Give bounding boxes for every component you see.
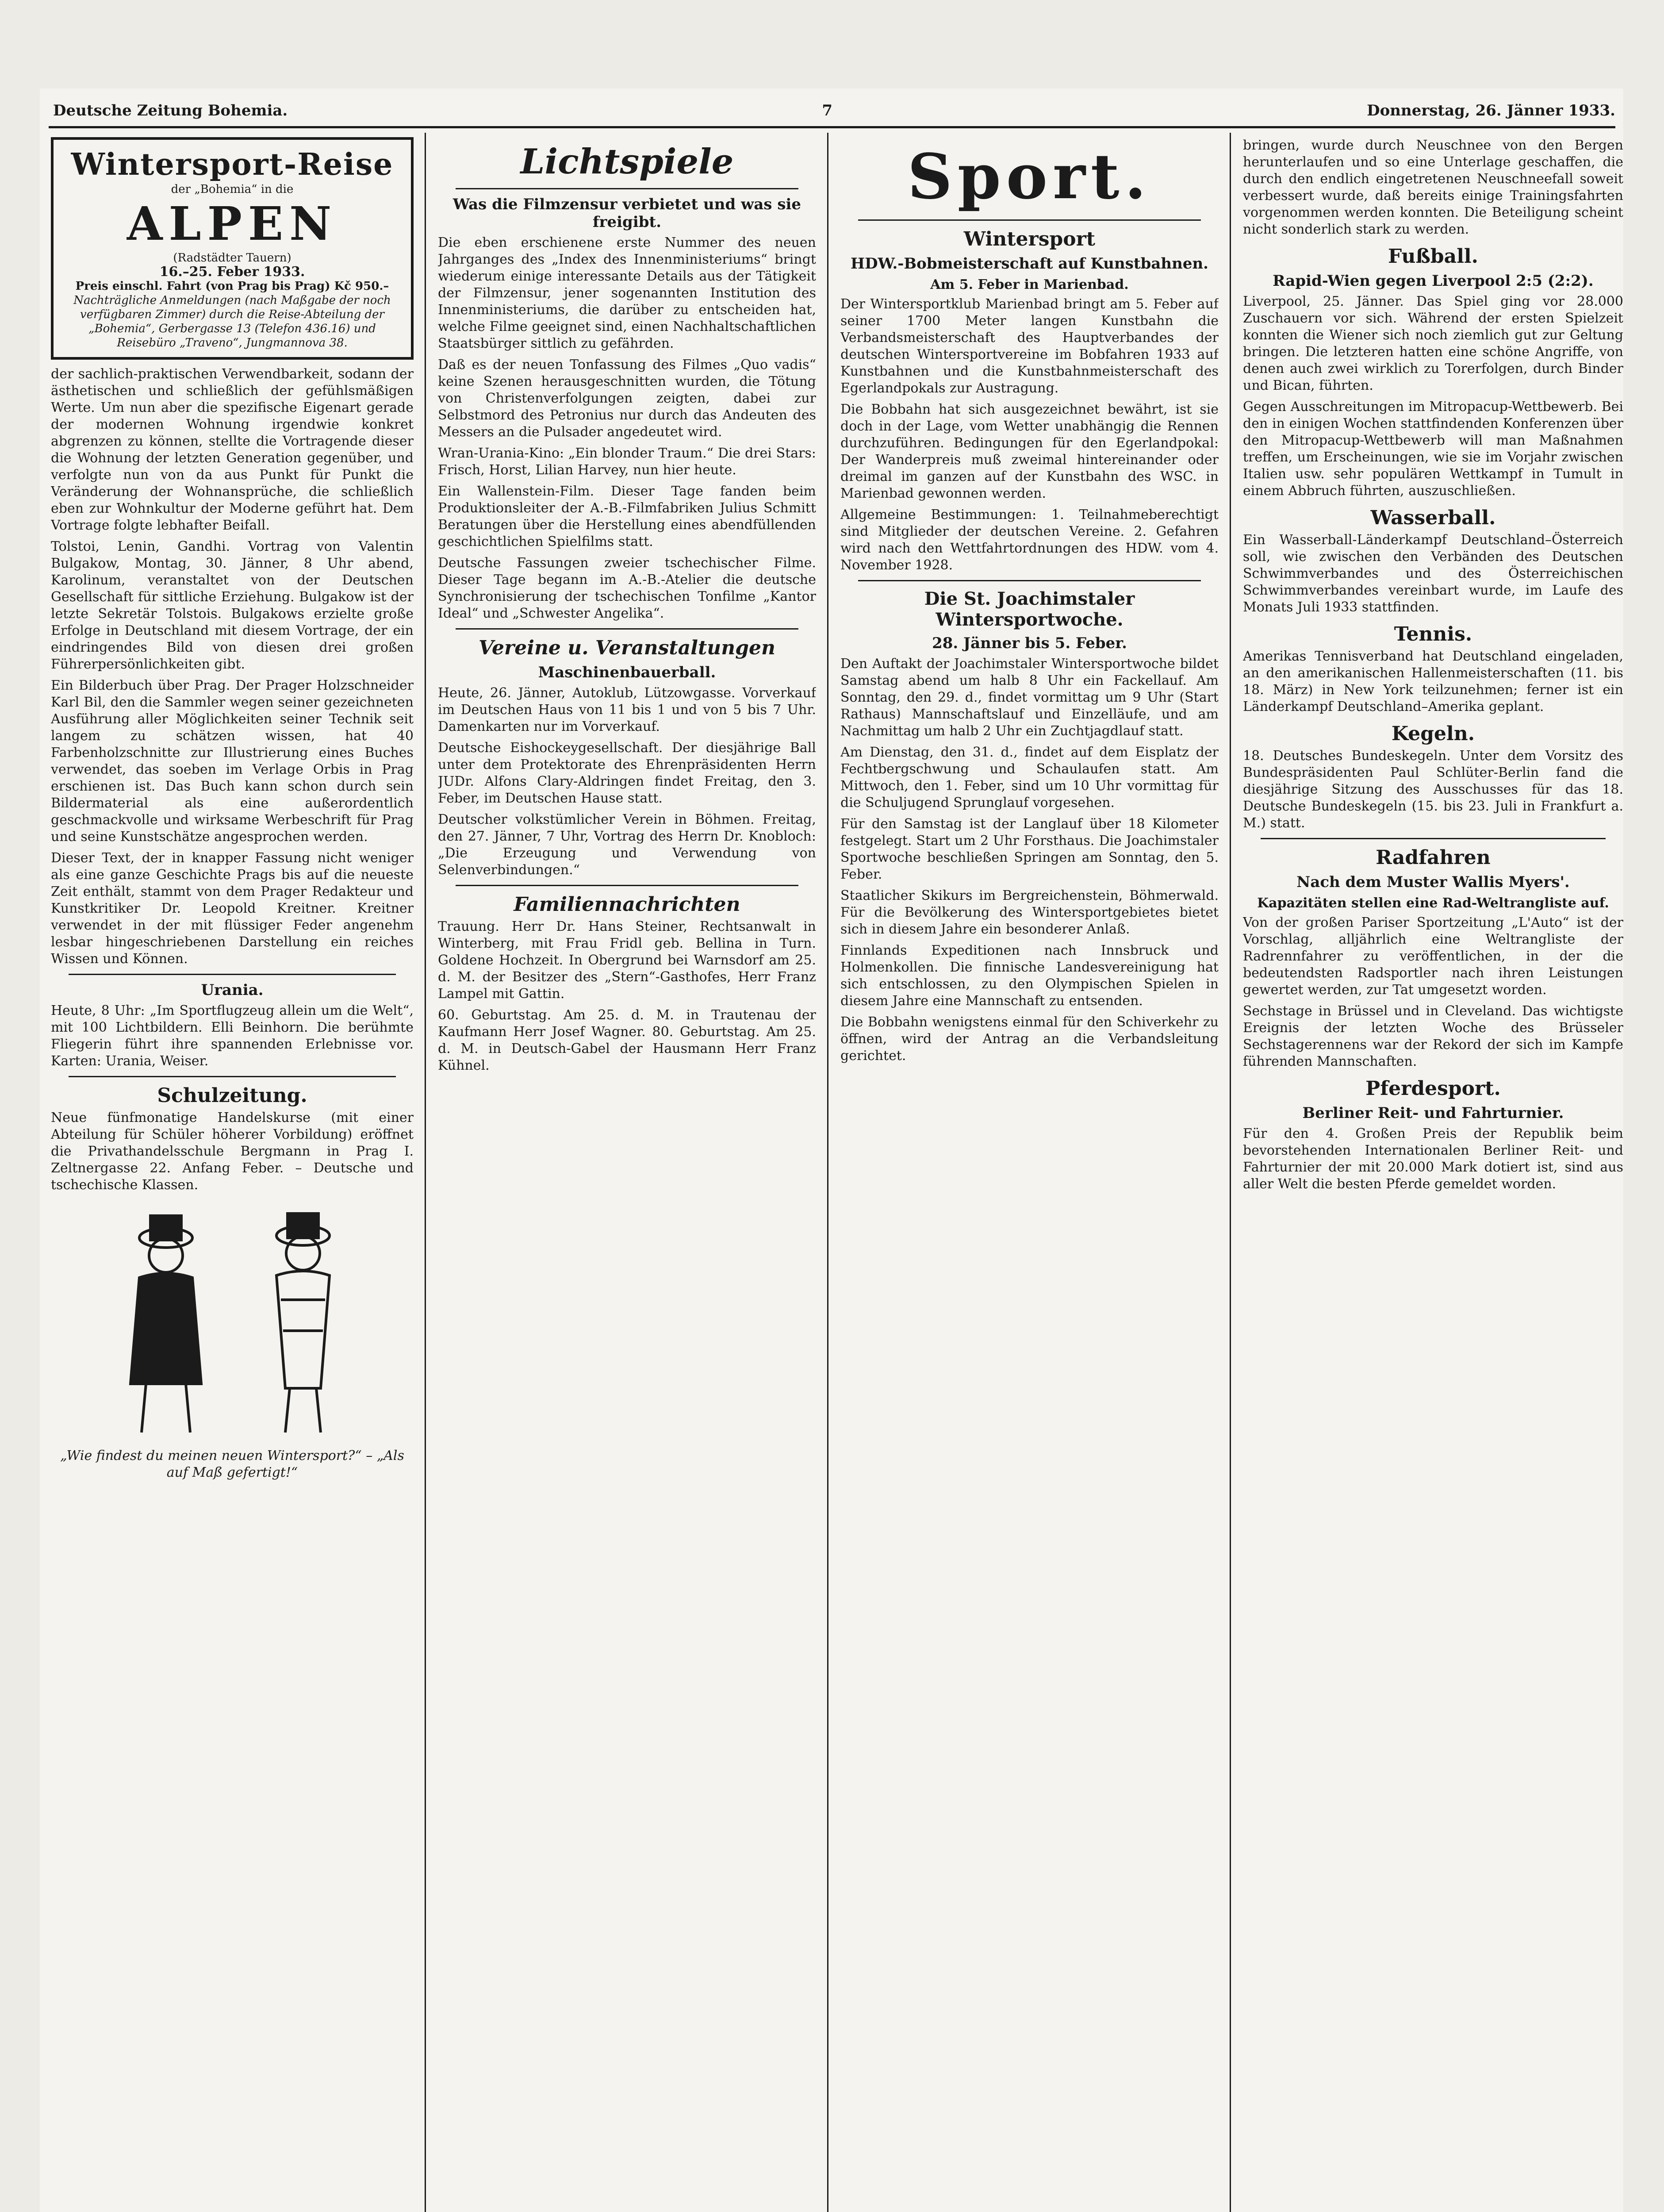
column-divider xyxy=(1230,133,1231,2212)
article-paragraph: Die Bobbahn hat sich ausgezeichnet bewährt, ist sie doch in der Lage, vom Wetter unabhängig die Rennen durchzuführen. Bedingungen für den Egerlandpokal: Der Wanderpreis muß zweimal hintereinander oder dreimal im ganzen auf der Kunstbahn des WSC. in Marienbad gewonnen werden. xyxy=(840,402,1219,501)
section-heading: Fußball. xyxy=(1388,245,1478,268)
article-paragraph: Trauung. Herr Dr. Hans Steiner, Rechtsanwalt in Winterberg, mit Frau Fridl geb. Bellina in Turn. Goldene Hochzeit. In Obergrund bei Warnsdorf am 25. d. M. der Besitzer des „Stern“-Gasthofes, Herr Franz Lampel mit Gattin. xyxy=(438,919,816,1002)
header-rule xyxy=(49,126,1615,128)
article-paragraph: Deutsche Eishockeygesellschaft. Der diesjährige Ball unter dem Protektorate des Ehrenpräsidenten Herrn JUDr. Alfons Clary-Aldringen findet Freitag, den 3. Feber, im Deutschen Hause statt. xyxy=(438,740,816,806)
ad-title: Wintersport-Reise xyxy=(71,147,394,182)
article-paragraph: Den Auftakt der Joachimstaler Wintersportwoche bildet Samstag abend um halb 8 Uhr ein Fackellauf. Am Sonntag, den 29. d., findet vormittag um 9 Uhr (Start Rathaus) Mannschaftslauf und Einzelläufe, und am Nachmittag um halb 2 Uhr ein Zuchtjagdlauf statt. xyxy=(840,656,1219,739)
article-paragraph: Dieser Text, der in knapper Fassung nicht weniger als eine ganze Geschichte Prags bis auf die neueste Zeit enthält, stammt von dem Prager Redakteur und Kunstkritiker Dr. Leopold Kreitner. Kreitner verwendet in der mit flüssiger Feder angenehm lesbar hingeschriebenen Darstellung ein reiches Wissen und Können. xyxy=(51,850,414,967)
article-paragraph: Deutsche Fassungen zweier tschechischer Filme. Dieser Tage begann im A.-B.-Atelier die deutsche Synchronisierung der tschechischen Tonfilme „Kantor Ideal“ und „Schwester Angelika“. xyxy=(438,555,816,621)
article-paragraph: 18. Deutsches Bundeskegeln. Unter dem Vorsitz des Bundespräsidenten Paul Schlüter-Berlin fand die diesjährige Sitzung des Ausschusses für das 18. Deutsche Bundeskegeln (15. bis 23. Juli in Frankfurt a. M.) statt. xyxy=(1243,748,1623,831)
article-headline: Die St. Joachimstaler Wintersportwoche. xyxy=(924,588,1135,630)
article-paragraph: Heute, 8 Uhr: „Im Sportflugzeug allein um die Welt“, mit 100 Lichtbildern. Elli Beinhorn. Die berühmte Fliegerin führt ihre spannenden Erlebnisse vor. Karten: Urania, Weiser. xyxy=(51,1003,414,1069)
article-subheadline: 28. Jänner bis 5. Feber. xyxy=(932,634,1127,652)
cartoon-caption: „Wie findest du meinen neuen Wintersport?“ – „Als auf Maß gefertigt!“ xyxy=(60,1448,404,1480)
article-paragraph: Wran-Urania-Kino: „Ein blonder Traum.“ Die drei Stars: Frisch, Horst, Lilian Harvey, nun hier heute. xyxy=(438,445,816,478)
cartoon-illustration xyxy=(51,1198,414,1446)
section-separator xyxy=(456,885,798,886)
section-heading: Wasserball. xyxy=(1370,507,1496,529)
section-heading: Wintersport xyxy=(963,228,1096,250)
article-headline: Berliner Reit- und Fahrturnier. xyxy=(1302,1104,1564,1122)
article-subheadline: Kapazitäten stellen eine Rad-Weltrangliste auf. xyxy=(1257,895,1609,911)
column-4 xyxy=(1243,137,1623,2212)
article-paragraph: Für den Samstag ist der Langlauf über 18 Kilometer festgelegt. Start um 2 Uhr Forsthaus. Die Joachimstaler Sportwoche beschließen Springen am Sonntag, den 5. Feber. xyxy=(840,816,1219,882)
section-title-lichtspiele: Lichtspiele xyxy=(520,142,734,182)
article-paragraph: Am Dienstag, den 31. d., findet auf dem Eisplatz der Fechtbergschwung und Schaulaufen statt. Am Mittwoch, den 1. Feber, sind um 10 Uhr vormittag für die Schuljugend Sprunglauf vorgesehen. xyxy=(840,745,1219,810)
section-separator xyxy=(1261,838,1606,839)
article-paragraph: Ein Bilderbuch über Prag. Der Prager Holzschneider Karl Bil, den die Sammler wegen seiner gezeichneten Ausführung aller Möglichkeiten seiner Technik seit langem zu schätzen wissen, hat 40 Farbenholzschnitte zur Illustrierung eines Buches verwendet, das soeben im Verlage Orbis in Prag erschienen ist. Das Buch kann schon durch sein Bildermaterial als eine außerordentlich geschmackvolle und wirksame Werbeschrift für Prag und seine Kunstschätze angesprochen werden. xyxy=(51,678,414,845)
article-paragraph: Sechstage in Brüssel und in Cleveland. Das wichtigste Ereignis der letzten Woche des Brüsseler Sechstagerennens war der Rekord der sich im Kampfe führenden Mannschaften. xyxy=(1243,1003,1623,1069)
column-3 xyxy=(840,137,1219,2212)
section-heading: Pferdesport. xyxy=(1365,1077,1501,1100)
article-paragraph: Amerikas Tennisverband hat Deutschland eingeladen, an den amerikanischen Hallenmeisterschaften (11. bis 18. März) in New York teilzunehmen; ferner ist ein Länderkampf Deutschland–Amerika geplant. xyxy=(1243,649,1623,714)
ad-info: Nachträgliche Anmeldungen (nach Maßgabe der noch verfügbaren Zimmer) durch die Reise-Abteilung der „Bohemia“, Gerbergasse 13 (Telefon 436.16) und Reisebüro „Traveno“, Jungmannova 38. xyxy=(73,294,391,349)
section-title-sport: Sport. xyxy=(907,141,1152,213)
article-paragraph: Allgemeine Bestimmungen: 1. Teilnahmeberechtigt sind Mitglieder der deutschen Vereine. 2. Gefahren wird nach den Wettfahrtordnungen des HDW. vom 4. November 1928. xyxy=(840,507,1219,573)
article-paragraph: Staatlicher Skikurs im Bergreichenstein, Böhmerwald. Für die Bevölkerung des Wintersportgebietes bietet sich in diesem Jahre ein besonderer Anlaß. xyxy=(840,888,1219,937)
article-paragraph: Deutscher volkstümlicher Verein in Böhmen. Freitag, den 27. Jänner, 7 Uhr, Vortrag des Herrn Dr. Knobloch: „Die Erzeugung und Verwendung von Selenverbindungen.“ xyxy=(438,812,816,878)
section-heading: Schulzeitung. xyxy=(157,1084,307,1107)
article-paragraph: der sachlich-praktischen Verwendbarkeit, sodann der ästhetischen und schließlich der gefühlsmäßigen Werte. Um nun aber die spezifische Eigenart gerade der modernen Wohnung irgendwie konkret abgrenzen zu können, stellte die Vortragende dieser die Wohnung der letzten Generation gegenüber, und verfolgte nun von da aus Punkt für Punkt die Veränderung der Wohnansprüche, die schließlich eben zur Wohnkultur der Moderne geführt hat. Dem Vortrage folgte lebhafter Beifall. xyxy=(51,366,414,533)
article-paragraph: Ein Wasserball-Länderkampf Deutschland–Österreich soll, wie zwischen den Verbänden des Deutschen Schwimmverbandes und des Österreichischen Schwimmverbandes vereinbart wurde, im Laufe des Monats Juli 1933 stattfinden. xyxy=(1243,532,1623,615)
page-number: 7 xyxy=(822,102,833,119)
article-headline: Rapid-Wien gegen Liverpool 2:5 (2:2). xyxy=(1273,272,1594,290)
issue-date: Donnerstag, 26. Jänner 1933. xyxy=(1367,102,1615,119)
column-divider xyxy=(827,133,828,2212)
article-headline: Maschinenbauerball. xyxy=(538,664,716,681)
section-title-familie: Familiennachrichten xyxy=(514,893,740,916)
ad-subtitle: der „Bohemia“ in die xyxy=(171,183,294,196)
section-heading: Tennis. xyxy=(1394,623,1472,645)
ad-destination: ALPEN xyxy=(127,196,338,251)
article-paragraph: Für den 4. Großen Preis der Republik beim bevorstehenden Internationalen Berliner Reit- und Fahrturnier der mit 20.000 Mark dotiert ist, sind aus aller Welt die besten Pferde gemeldet worden. xyxy=(1243,1126,1623,1192)
article-headline: Was die Filmzensur verbietet und was sie freigibt. xyxy=(452,196,801,231)
column-divider xyxy=(425,133,426,2212)
article-headline: Nach dem Muster Wallis Myers'. xyxy=(1296,873,1570,891)
article-subheadline: Am 5. Feber in Marienbad. xyxy=(930,277,1129,292)
article-paragraph: Heute, 26. Jänner, Autoklub, Lützowgasse. Vorverkauf im Deutschen Haus von 11 bis 1 und von 5 bis 7 Uhr. Damenkarten nur im Vorverkauf. xyxy=(438,685,816,734)
section-title-vereine: Vereine u. Veranstaltungen xyxy=(478,637,776,659)
section-heading: Urania. xyxy=(201,981,264,999)
article-paragraph: Daß es der neuen Tonfassung des Filmes „Quo vadis“ keine Szenen herausgeschnitten wurden, die Tötung von Christenverfolgungen zeigten, dabei zur Selbstmord des Petronius nur durch das Andeuten des Messers an die Pulsader angedeutet wird. xyxy=(438,357,816,440)
article-paragraph: bringen, wurde durch Neuschnee von den Bergen herunterlaufen und so eine Unterlage geschaffen, die durch den endlich eingetretenen Neuschneefall soweit verbessert wurde, daß bereits einige Trainingsfahrten vorgenommen werden konnten. Die Beteiligung scheint nicht sonderlich stark zu werden. xyxy=(1243,138,1623,237)
ad-dates: 16.–25. Feber 1933. xyxy=(159,264,305,280)
article-paragraph: Neue fünfmonatige Handelskurse (mit einer Abteilung für Schüler höherer Vorbildung) eröffnet die Privathandelsschule Bergmann in Prag I. Zeltnergasse 22. Anfang Feber. – Deutsche und tschechische Klassen. xyxy=(51,1110,414,1193)
article-paragraph: Die eben erschienene erste Nummer des neuen Jahrganges des „Index des Innenministeriums“ bringt wiederum einige interessante Details aus der Tätigkeit der Filmzensur, jener sogenannten Institution des Innenministeriums, die darüber zu entscheiden hat, welche Filme geeignet sind, einen Nachhaltschaftlichen Staatsbürger sittlich zu gefährden. xyxy=(438,235,816,351)
section-separator xyxy=(69,974,396,975)
article-paragraph: Von der großen Pariser Sportzeitung „L'Auto“ ist der Vorschlag, alljährlich eine Weltrangliste der Radrennfahrer zu veröffentlichen, in der die bedeutendsten Radsportler nach ihren Leistungen gewertet werden, zur Tat umgesetzt worden. xyxy=(1243,915,1623,998)
article-paragraph: Die Bobbahn wenigstens einmal für den Schiverkehr zu öffnen, wird der Antrag an die Verbandsleitung gerichtet. xyxy=(840,1014,1219,1064)
article-paragraph: Der Wintersportklub Marienbad bringt am 5. Feber auf seiner 1700 Meter langen Kunstbahn die Verbandsmeisterschaft des Hauptverbandes der deutschen Wintersportvereine im Bobfahren 1933 auf Kunstbahnen und die Kunstbahnmeisterschaft des Egerlandpokals zur Austragung. xyxy=(840,296,1219,396)
article-paragraph: 60. Geburtstag. Am 25. d. M. in Trautenau der Kaufmann Herr Josef Wagner. 80. Geburtstag. Am 25. d. M. in Deutsch-Gabel der Hausmann Herr Franz Kühnel. xyxy=(438,1007,816,1073)
section-separator xyxy=(456,628,798,630)
section-heading: Radfahren xyxy=(1376,846,1491,869)
article-paragraph: Ein Wallenstein-Film. Dieser Tage fanden beim Produktionsleiter der A.-B.-Filmfabriken Julius Schmitt Beratungen über die Herstellung eines abendfüllenden geschichtlichen Spielfilms statt. xyxy=(438,484,816,549)
section-heading: Kegeln. xyxy=(1391,722,1475,745)
article-headline: HDW.-Bobmeisterschaft auf Kunstbahnen. xyxy=(850,255,1209,273)
page-header xyxy=(53,102,1615,119)
ad-region: (Radstädter Tauern) xyxy=(173,251,291,265)
section-separator xyxy=(858,219,1201,221)
article-paragraph: Liverpool, 25. Jänner. Das Spiel ging vor 28.000 Zuschauern vor sich. Während der ersten Spielzeit konnten die Wiener sich noch ziemlich gut zur Geltung bringen. Die letzteren hatten eine schöne Angriffe, von denen auch zwei wirklich zu Torerfolgen, durch Binder und Bican, führten. xyxy=(1243,294,1623,393)
column-1 xyxy=(51,137,414,2212)
section-separator xyxy=(858,580,1201,581)
column-2 xyxy=(438,137,816,2212)
section-separator xyxy=(456,188,798,189)
travel-advertisement xyxy=(51,137,414,360)
section-separator xyxy=(69,1076,396,1077)
article-paragraph: Tolstoi, Lenin, Gandhi. Vortrag von Valentin Bulgakow, Montag, 30. Jänner, 8 Uhr abend, Karolinum, veranstaltet von der Deutschen Gesellschaft für sittliche Erziehung. Bulgakow ist der letzte Sekretär Tolstois. Bulgakows erzielte große Erfolge in Deutschland mit diesem Vortrage, der ein eindringendes Bild von diesen drei großen Führerpersönlichkeiten gibt. xyxy=(51,539,414,672)
ad-price: Preis einschl. Fahrt (von Prag bis Prag) Kč 950.– xyxy=(75,280,389,293)
article-paragraph: Gegen Ausschreitungen im Mitropacup-Wettbewerb. Bei den in einigen Wochen stattfindenden Konferenzen über den Mitropacup-Wettbewerb will man Maßnahmen treffen, um Erscheinungen, wie sie im Vorjahr zwischen Italien usw. sehr populären Wettkampf in Tumult in einem Abbruch führten, auszuschließen. xyxy=(1243,399,1623,499)
article-paragraph: Finnlands Expeditionen nach Innsbruck und Holmenkollen. Die finnische Landesvereinigung hat sich entschlossen, zu den Olympischen Spielen in diesem Jahre eine Mannschaft zu entsenden. xyxy=(840,943,1219,1009)
newspaper-name: Deutsche Zeitung Bohemia. xyxy=(53,102,288,119)
